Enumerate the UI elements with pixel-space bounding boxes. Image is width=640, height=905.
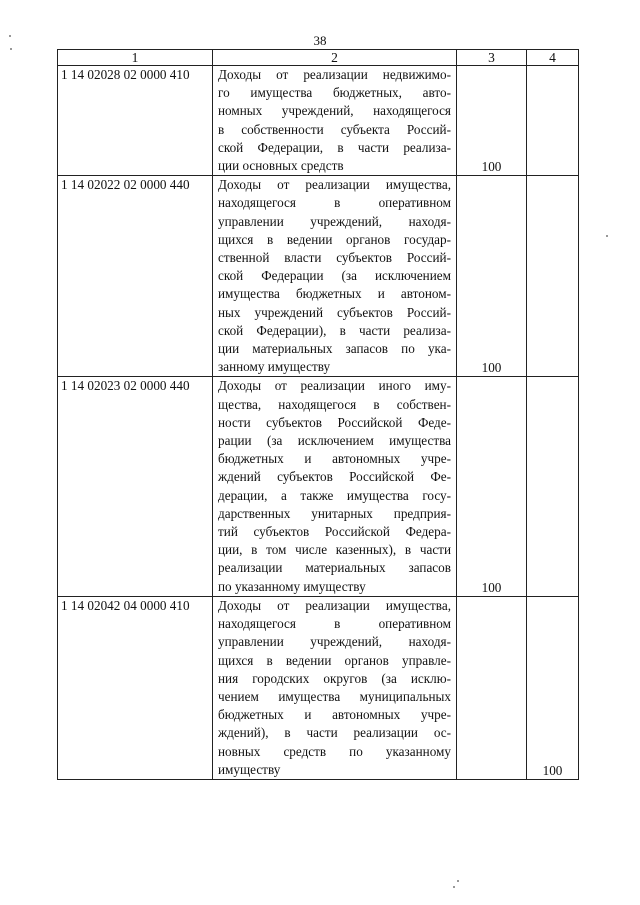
description-line: щества, находящегося в собствен- [218, 396, 451, 412]
table-row [58, 377, 579, 596]
header-col-4: 4 [527, 50, 579, 66]
revenue-description [213, 176, 457, 377]
description-line: щихся в ведении органов управле- [218, 652, 451, 668]
budget-code: 1 14 02042 04 0000 410 [58, 596, 213, 779]
col3-cell [457, 66, 527, 176]
col4-cell [527, 596, 579, 779]
description-line: ции материальных запасов по ука- [218, 341, 451, 357]
col3-cell [457, 596, 527, 779]
description-line: в собственности субъекта Россий- [218, 121, 451, 137]
description-line: управлении учреждений, находя- [218, 634, 451, 650]
col4-value: 100 [542, 762, 563, 778]
revenue-description [213, 377, 457, 596]
description-line: Доходы от реализации иного иму- [218, 378, 451, 394]
description-line: бюджетных и автономных учре- [218, 451, 451, 467]
scan-speck [453, 886, 455, 888]
col3-value: 100 [481, 579, 502, 595]
description-line: ции основных средств [218, 158, 344, 174]
header-row [58, 50, 579, 66]
description-line: управлении учреждений, находя- [218, 213, 451, 229]
col3-cell [457, 377, 527, 596]
header-col-3: 3 [457, 50, 527, 66]
description-line: ности субъектов Российской Феде- [218, 414, 451, 430]
page-number: 38 [313, 33, 327, 48]
description-line: чением имущества муниципальных [218, 688, 451, 704]
description-line: ции, в том числе казенных), в части [218, 542, 451, 558]
revenue-description [213, 66, 457, 176]
description-line: Доходы от реализации имущества, [218, 177, 451, 193]
budget-code: 1 14 02023 02 0000 440 [58, 377, 213, 596]
description-line: дарственных унитарных предприя- [218, 505, 451, 521]
description-line: ской Федерации), в части реализа- [218, 322, 451, 338]
scan-speck [606, 235, 608, 237]
col3-cell [457, 176, 527, 377]
description-line: Доходы от реализации недвижимо- [218, 67, 451, 82]
description-line: щихся в ведении органов государ- [218, 231, 451, 247]
description-line: имуществу [218, 761, 281, 777]
header-col-2: 2 [213, 50, 457, 66]
description-line: реализации материальных запасов [218, 560, 451, 576]
col3-value: 100 [481, 360, 502, 376]
description-line: бюджетных и автономных учре- [218, 707, 451, 723]
table-row [58, 66, 579, 176]
description-line: Доходы от реализации имущества, [218, 597, 451, 613]
scan-speck [10, 48, 12, 50]
col4-cell [527, 176, 579, 377]
budget-code: 1 14 02022 02 0000 440 [58, 176, 213, 377]
revenue-description [213, 596, 457, 779]
header-col-1: 1 [58, 50, 213, 66]
description-line: новных средств по указанному [218, 743, 451, 759]
description-line: рации (за исключением имущества [218, 433, 451, 449]
scan-speck [9, 35, 11, 37]
description-line: ждений), в части реализации ос- [218, 725, 451, 741]
revenue-classification-table [57, 49, 579, 780]
description-line: ской Федерации, в части реализа- [218, 139, 451, 155]
description-line: ных учреждений субъектов Россий- [218, 304, 451, 320]
col3-value: 100 [481, 159, 502, 175]
description-line: го имущества бюджетных, авто- [218, 85, 451, 101]
col4-cell [527, 377, 579, 596]
description-line: ждений субъектов Российской Фе- [218, 469, 451, 485]
description-line: имущества бюджетных и автоном- [218, 286, 451, 302]
table-row [58, 176, 579, 377]
description-line: находящегося в оперативном [218, 616, 451, 632]
description-line: номных учреждений, находящегося [218, 103, 451, 119]
description-line: ственной власти субъектов Россий- [218, 250, 451, 266]
description-line: тий субъектов Российской Федера- [218, 524, 451, 540]
scan-speck [457, 880, 459, 882]
description-line: находящегося в оперативном [218, 195, 451, 211]
description-line: занному имуществу [218, 359, 331, 375]
description-line: ской Федерации (за исключением [218, 268, 451, 284]
budget-code: 1 14 02028 02 0000 410 [58, 66, 213, 176]
description-line: ния городских округов (за исклю- [218, 670, 451, 686]
table-row [58, 596, 579, 779]
description-line: по указанному имуществу [218, 578, 366, 594]
col4-cell [527, 66, 579, 176]
description-line: дерации, а также имущества госу- [218, 487, 451, 503]
